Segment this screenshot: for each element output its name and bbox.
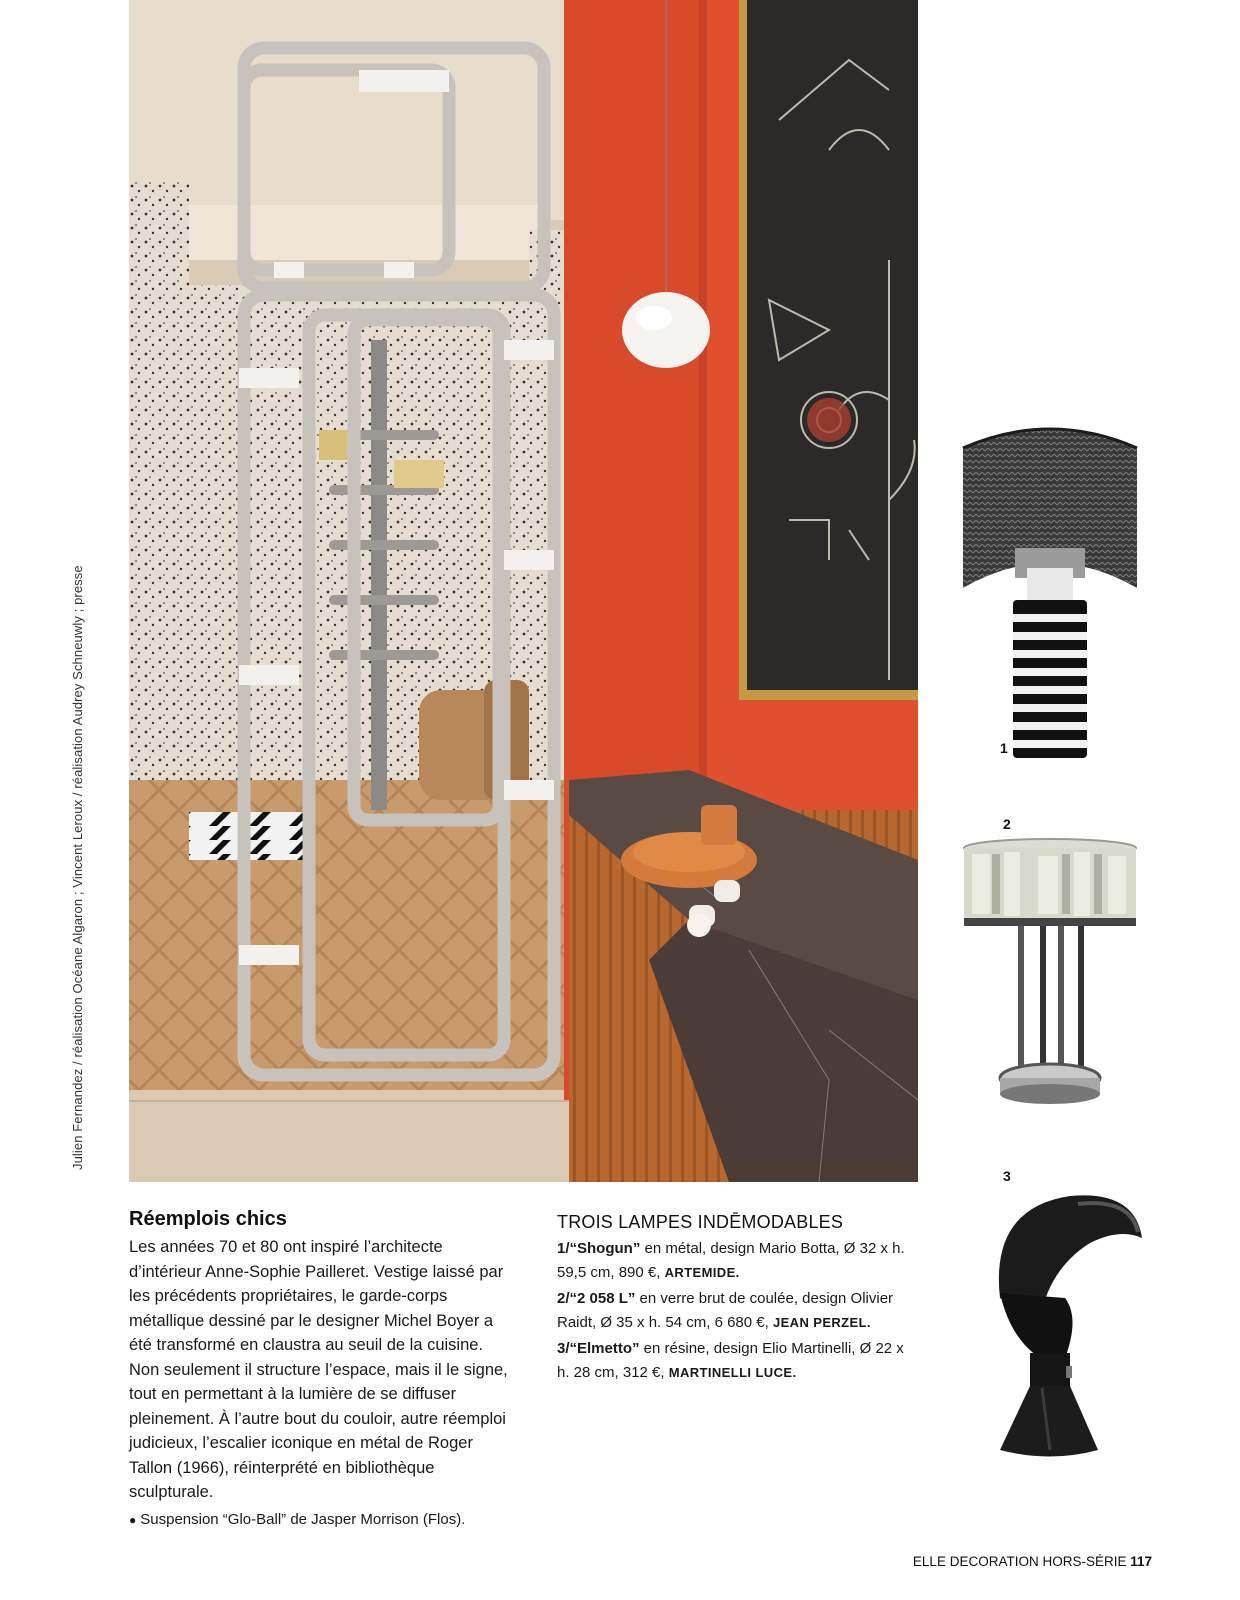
lamp-item-1-details: en métal, design Mario Botta, Ø 32 x h. 59,5 cm, 890 €, (557, 1240, 905, 1281)
caption-note (129, 1510, 514, 1530)
footer-edition: HORS-SÉRIE (1038, 1554, 1131, 1569)
lamp-item-1-brand: ARTEMIDE. (664, 1264, 740, 1280)
lamp-item-3-details: en résine, design Elio Martinelli, Ø 22 x h. 28 cm, 312 €, (557, 1340, 904, 1381)
product-number-2: 2 (1003, 816, 1011, 832)
lamp-item-2-name: 2/“2 058 L” (557, 1290, 636, 1307)
lamp-item-2-details: en verre brut de coulée, design Olivier Raidt, Ø 35 x h. 54 cm, 6 680 €, (557, 1290, 894, 1331)
article-caption (129, 1208, 514, 1530)
footer-page-number: 117 (1130, 1554, 1152, 1569)
footer-magazine: ELLE DECORATION (912, 1554, 1039, 1569)
lamp-item-3 (557, 1337, 907, 1384)
product-number-1: 1 (1000, 740, 1008, 756)
lamp-item-3-name: 3/“Elmetto” (557, 1340, 640, 1357)
lamps-heading: TROIS LAMPES INDĒMODABLES (557, 1212, 844, 1232)
elmetto-lamp-image (970, 1188, 1145, 1463)
caption-note-text: Suspension “Glo-Ball” de Jasper Morrison (Flos). (140, 1510, 466, 1528)
caption-body: Les années 70 et 80 ont inspiré l’architecte d’intérieur Anne-Sophie Pailleret. Vestige laissé par les précédents propriétaires, le garde-corps métallique dessiné par le designer Michel Boyer a été transformé en claustra au seuil de la cuisine. Non seulement il structure l’espace, mais il le signe, tout en permettant à la lumière de se diffuser pleinement. À l’autre bout du couloir, autre réemploi judicieux, l’escalier iconique en métal de Roger Tallon (1966), réinterprété en bibliothèque sculpturale. (129, 1238, 508, 1501)
lamp-item-3-brand: MARTINELLI LUCE. (668, 1364, 797, 1380)
shogun-lamp-image (955, 418, 1145, 768)
bullet-icon: ● (129, 1512, 137, 1527)
caption-title: Réemplois chics (129, 1208, 287, 1230)
lamp-item-1 (557, 1237, 907, 1284)
photo-credit: Julien Fernandez / réalisation Océane Algaron ; Vincent Leroux / réalisation Audrey Schneuwly ; presse (70, 565, 85, 1170)
perzel-lamp-image (958, 838, 1143, 1108)
interior-photo (129, 0, 918, 1182)
lamp-item-2 (557, 1287, 907, 1334)
page-footer (913, 1554, 1152, 1569)
product-number-3: 3 (1003, 1168, 1011, 1184)
lamp-item-1-name: 1/“Shogun” (557, 1240, 641, 1257)
lamps-sidebar (557, 1212, 907, 1387)
lamp-item-2-brand: JEAN PERZEL. (772, 1314, 871, 1330)
